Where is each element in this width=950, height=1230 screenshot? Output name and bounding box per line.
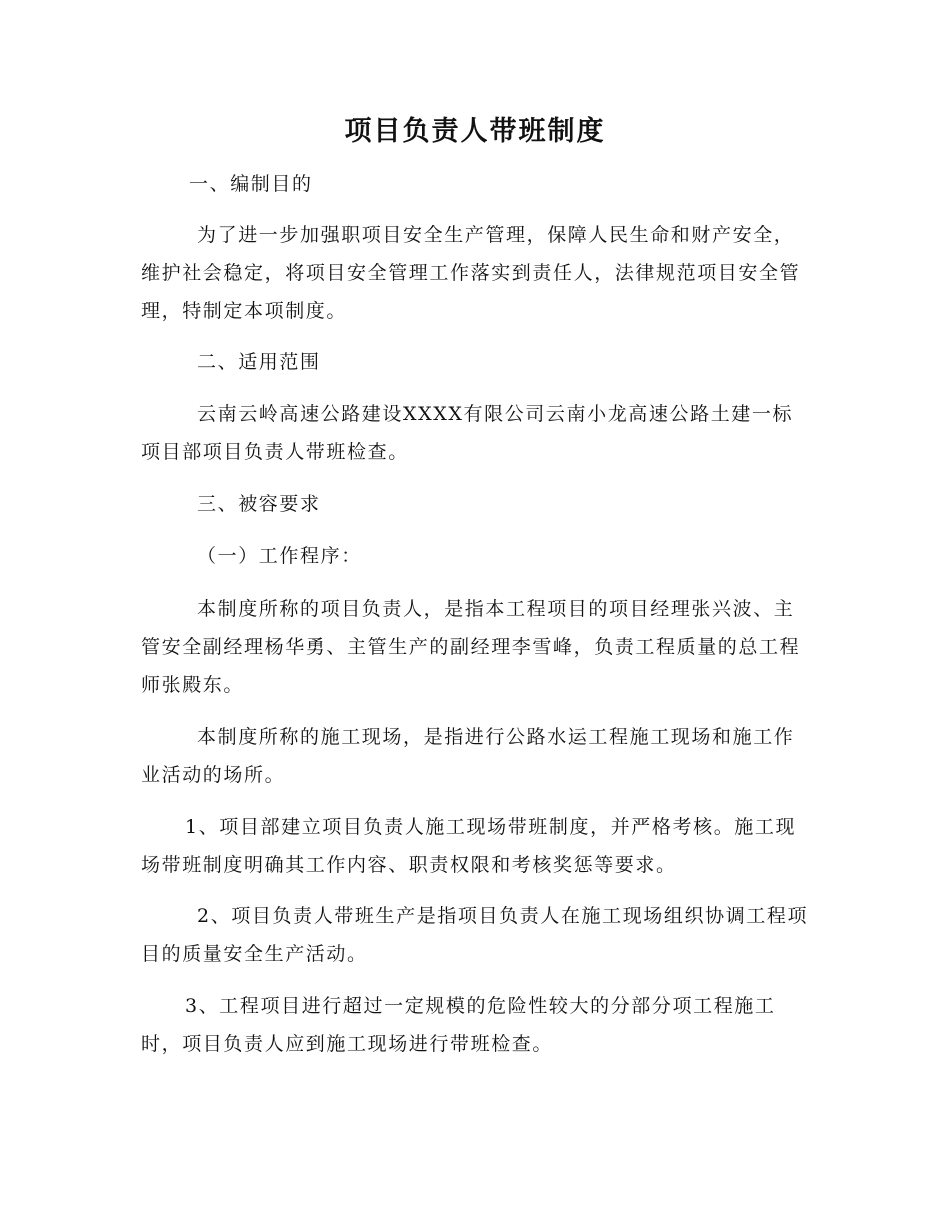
document-title: 项目负责人带班制度 (344, 116, 606, 147)
section-1-body: 为了进一步加强职项目安全生产管理，保障人民生命和财产安全，维护社会稳定，将项目安全管理工作落实到责任人，法律规范项目安全管理，特制定本项制度。 (141, 224, 801, 322)
section-2-body: 云南云岭高速公路建设XXXX有限公司云南小龙高速公路土建一标项目部项目负责人带班检查。 (141, 403, 794, 463)
list-item-3: 3、工程项目进行超过一定规模的危险性较大的分部分项工程施工时，项目负责人应到施工现场进行带班检查。 (141, 995, 776, 1055)
list-item-2: 2、项目负责人带班生产是指项目负责人在施工现场组织协调工程项目的质量安全生产活动。 (141, 905, 809, 965)
section-3-heading: 三、被容要求 (197, 493, 321, 515)
section-3-paragraph-2: 本制度所称的施工现场，是指进行公路水运工程施工现场和施工作业活动的场所。 (141, 726, 795, 786)
section-3-paragraph-1: 本制度所称的项目负责人，是指本工程项目的项目经理张兴波、主管安全副经理杨华勇、主管生产的副经理李雪峰，负责工程质量的总工程师张殿东。 (141, 598, 801, 696)
section-1-heading: 一、编制目的 (189, 173, 313, 195)
list-item-1: 1、项目部建立项目负责人施工现场带班制度，并严格考核。施工现场带班制度明确其工作内容、职责权限和考核奖惩等要求。 (141, 816, 797, 876)
section-2-heading: 二、适用范围 (197, 351, 321, 373)
section-3-subheading: （一）工作程序： (197, 545, 362, 567)
